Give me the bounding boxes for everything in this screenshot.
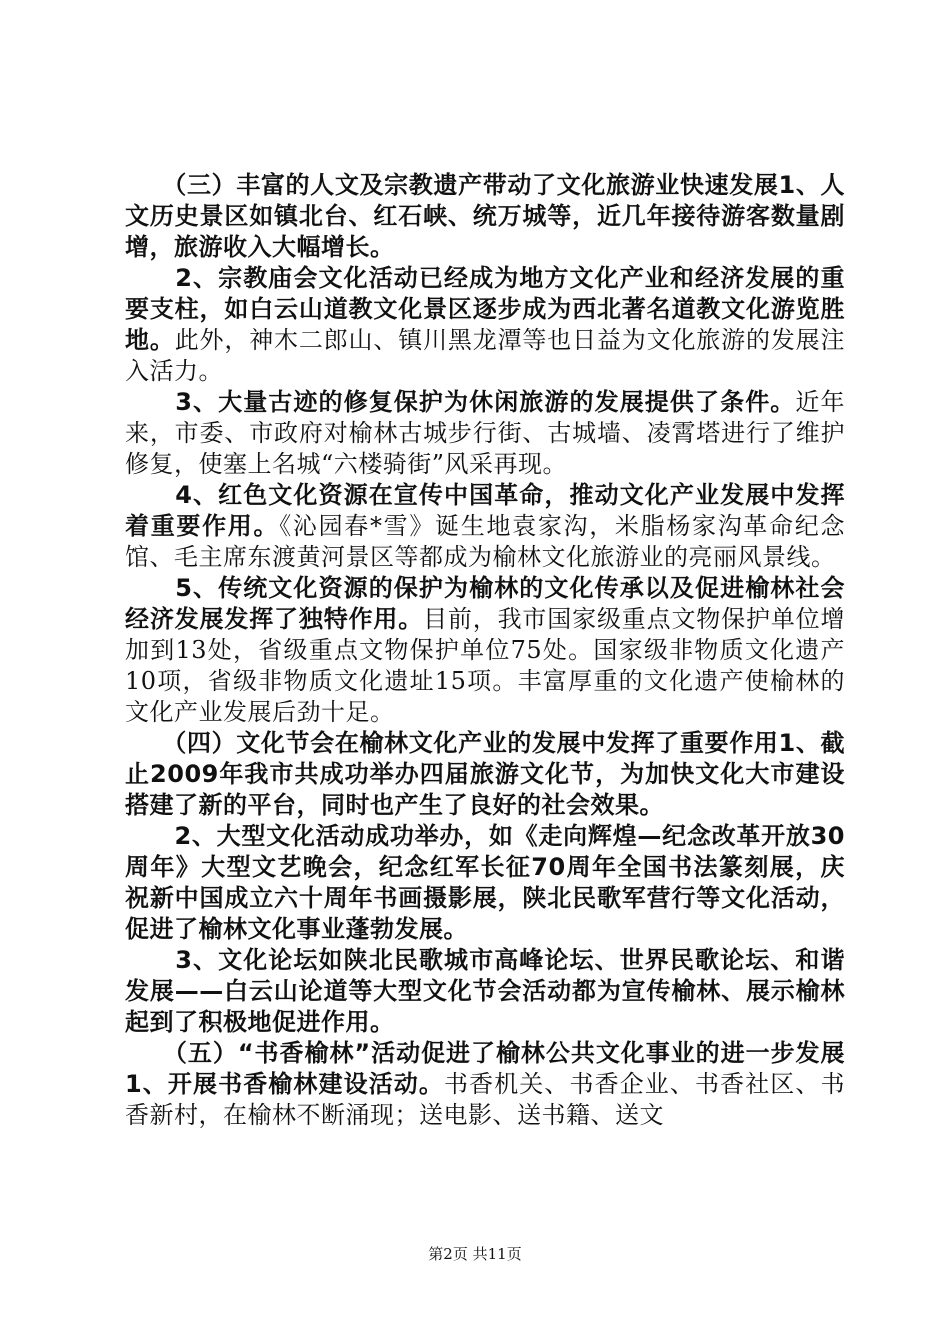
text-run: 2、大型文化活动成功举办，如《走向辉煌—纪念改革开放30周年》大型文艺晚会，纪念红军长征70周年全国书法篆刻展，庆祝新中国成立六十周年书画摄影展，陕北民歌军营行等文化活动，促进了榆林文化事业蓬勃发展。: [125, 822, 845, 943]
paragraph: [125, 728, 845, 821]
paragraph: [125, 821, 845, 945]
paragraph: [125, 1038, 845, 1131]
paragraph: [125, 945, 845, 1038]
document-body: [125, 170, 845, 1131]
text-run: 书香机关、书香企业、书香社区、书香新村，在榆林不断涌现；送电影、送书籍、送文: [125, 1070, 845, 1129]
paragraph: [125, 573, 845, 728]
text-run: 3、大量古迹的修复保护为休闲旅游的发展提供了条件。: [125, 388, 796, 416]
text-run: （三）丰富的人文及宗教遗产带动了文化旅游业快速发展1、人文历史景区如镇北台、红石峡、统万城等，近几年接待游客数量剧增，旅游收入大幅增长。: [125, 171, 845, 261]
text-run: 5、传统文化资源的保护为榆林的文化传承以及促进榆林社会经济发展发挥了独特作用。: [125, 574, 845, 633]
paragraph: [125, 170, 845, 263]
text-run: （四）文化节会在榆林文化产业的发展中发挥了重要作用1、截止2009年我市共成功举办四届旅游文化节，为加快文化大市建设搭建了新的平台，同时也产生了良好的社会效果。: [125, 729, 845, 819]
paragraph: [125, 263, 845, 387]
text-run: 2、宗教庙会文化活动已经成为地方文化产业和经济发展的重要支柱，如白云山道教文化景区逐步成为西北著名道教文化游览胜地。: [125, 264, 845, 354]
text-run: 4、红色文化资源在宣传中国革命，推动文化产业发展中发挥着重要作用。: [125, 481, 845, 540]
text-run: 目前，我市国家级重点文物保护单位增加到13处，省级重点文物保护单位75处。国家级非物质文化遗产10项，省级非物质文化遗址15项。丰富厚重的文化遗产使榆林的文化产业发展后劲十足。: [125, 605, 846, 726]
page-footer: 第2页 共11页: [428, 1245, 522, 1263]
text-run: （五）“书香榆林”活动促进了榆林公共文化事业的进一步发展1、开展书香榆林建设活动。: [125, 1039, 845, 1098]
text-run: 《沁园春*雪》诞生地袁家沟，米脂杨家沟革命纪念馆、毛主席东渡黄河景区等都成为榆林文化旅游业的亮丽风景线。: [125, 512, 846, 571]
paragraph: [125, 480, 845, 573]
text-run: 此外，神木二郎山、镇川黑龙潭等也日益为文化旅游的发展注入活力。: [125, 326, 846, 385]
text-run: 近年来，市委、市政府对榆林古城步行街、古城墙、凌霄塔进行了维护修复，使塞上名城“六楼骑街”风采再现。: [125, 388, 846, 478]
text-run: 3、文化论坛如陕北民歌城市高峰论坛、世界民歌论坛、和谐发展——白云山论道等大型文化节会活动都为宣传榆林、展示榆林起到了积极地促进作用。: [125, 946, 845, 1036]
paragraph: [125, 387, 845, 480]
